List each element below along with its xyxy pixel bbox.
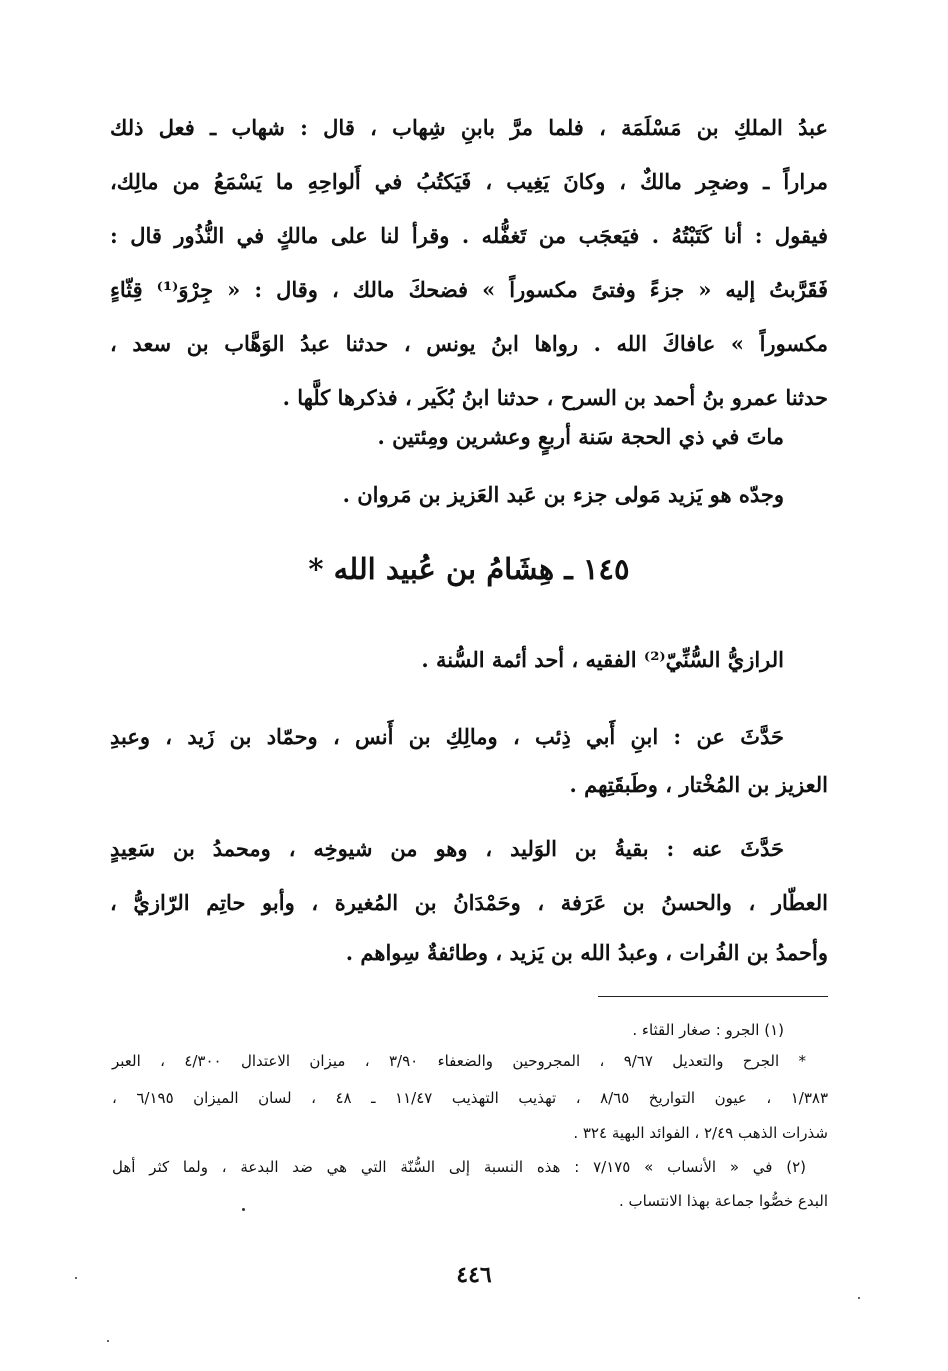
footnote-2-continued: البدع خصُّوا جماعة بهذا الانتساب . bbox=[618, 1192, 828, 1210]
students-line: العطّار ، والحسنُ بن عَرَفة ، وحَمْدَانُ بن المُغيرة ، وأبو حاتِم الرّازيُّ ، bbox=[110, 890, 828, 915]
teachers-line bbox=[110, 710, 828, 764]
students-text: حَدَّثَ عنه : بقيةُ بن الوَليد ، وهو من شيوخِه ، ومحمدُ بن سَعِيدٍ bbox=[110, 836, 784, 861]
students-line bbox=[110, 822, 828, 876]
nisba-line: الرازيُّ السُّنِّيّ⁽²⁾ الفقيه ، أحد أئمة السُّنة . bbox=[421, 647, 784, 672]
teachers-text: حَدَّثَ عن : ابنِ أَبي ذِئب ، ومالِكِ بن أَنس ، وحمّاد بن زَيد ، وعبدِ bbox=[110, 724, 784, 749]
scan-speck bbox=[107, 1340, 109, 1342]
footnote-1: (١) الجرو : صغار القثاء . bbox=[632, 1021, 784, 1039]
teachers-line: العزيز بن المُخْتار ، وطَبقَتِهم . bbox=[569, 772, 828, 797]
scan-speck bbox=[75, 1277, 77, 1279]
body-line: عبدُ الملكِ بن مَسْلَمَة ، فلما مرَّ بابنِ شِهاب ، قال : شهاب ـ فعل ذلك bbox=[110, 115, 828, 140]
sources-footnote-line: ١/٣٨٣ ، عيون التواريخ ٨/٦٥ ، تهذيب التهذيب ١١/٤٧ ـ ٤٨ ، لسان الميزان ٦/١٩٥ ، bbox=[112, 1089, 829, 1107]
scan-speck bbox=[858, 1297, 860, 1299]
page-number: ٤٤٦ bbox=[456, 1262, 492, 1288]
sources-footnote-line: * الجرح والتعديل ٩/٦٧ ، المجروحين والضعفاء ٣/٩٠ ، ميزان الاعتدال ٤/٣٠٠ ، العبر bbox=[112, 1052, 807, 1070]
sources-footnote-line: شذرات الذهب ٢/٤٩ ، الفوائد البهية ٣٢٤ . bbox=[573, 1124, 828, 1142]
lineage-note: وجدّه هو يَزيد مَولى جزء بن عَبد العَزيز بن مَروان . bbox=[342, 482, 784, 507]
scan-speck bbox=[242, 1208, 245, 1211]
body-line: مكسوراً » عافاكَ الله . رواها ابنُ يونس ، حدثنا عبدُ الوَهَّاب بن سعد ، bbox=[110, 331, 828, 356]
footnote-2: (٢) في « الأنساب » ٧/١٧٥ : هذه النسبة إلى السُّنّة التي هي ضد البدعة ، ولما كثر أهل bbox=[112, 1158, 806, 1176]
students-line: وأحمدُ بن الفُرات ، وعبدُ الله بن يَزيد ، وطائفةٌ سِواهم . bbox=[345, 940, 828, 965]
body-line: فيقول : أنا كَتَبْتُهُ . فيَعجَب من تَغفُّله . وقرأ لنا على مالكٍ في النُّذُور قال : bbox=[110, 223, 828, 248]
body-line: حدثنا عمرو بنُ أحمد بن السرح ، حدثنا ابنُ بُكَير ، فذكرها كلَّها . bbox=[282, 385, 828, 410]
death-note: ماتَ في ذي الحجة سَنة أربعٍ وعشرين ومِئتين . bbox=[377, 424, 784, 449]
footnote-separator bbox=[598, 996, 828, 997]
body-line: فَقَرَّبتُ إليه « جزءً وفتىً مكسوراً » فضحكَ مالك ، وقال : « جِرْوَ⁽¹⁾ قِثّاءٍ bbox=[110, 277, 829, 302]
entry-heading: ١٤٥ ـ هِشَامُ بن عُبيد الله * bbox=[308, 552, 630, 586]
body-line: مراراً ـ وضجِر مالكٌ ، وكانَ يَغِيب ، فَيَكتُبُ في أَلواحِهِ ما يَسْمَعُ من مالِك، bbox=[110, 169, 828, 194]
